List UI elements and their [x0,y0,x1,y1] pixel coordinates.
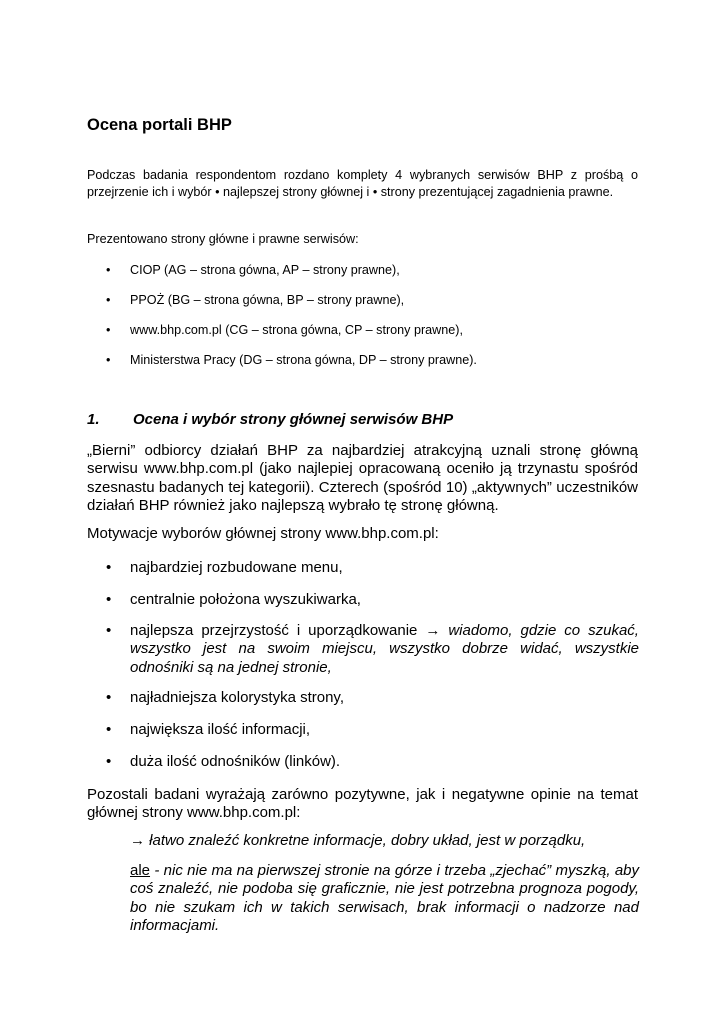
bullet-icon: • [106,323,111,337]
intro-text-2: najlepszej strony głównej i [223,184,370,199]
bullet-icon: • [106,689,112,706]
opinions-label: Pozostali badani wyrażają zarówno pozytywne, jak i negatywne opinie na temat głównej strony www.bhp.com.pl: [87,786,638,822]
motivation-item [130,622,639,677]
presented-label: Prezentowano strony główne i prawne serwisów: [87,232,359,246]
bullet-glyph-1: • [215,184,220,199]
bullet-icon: • [106,622,112,639]
motivation-item: najbardziej rozbudowane menu, [130,559,343,576]
arrow-right-icon: → [130,832,145,849]
section-title: Ocena i wybór strony głównej serwisów BHP [133,411,454,428]
bullet-icon: • [106,721,112,738]
motivation-item: duża ilość odnośników (linków). [130,753,341,770]
bullet-icon: • [106,753,112,770]
service-item: Ministerstwa Pracy (DG – strona gówna, DP – strony prawne). [130,353,477,367]
positive-text: łatwo znaleźć konkretne informacje, dobry układ, jest w porządku, [149,832,586,849]
intro-text-1: Podczas badania respondentom rozdano komplety 4 wybranych serwisów BHP z prośbą o przejrzenie ich i wybór [87,168,638,199]
negative-opinion [130,862,639,935]
section-number: 1. [87,411,100,428]
page-title: Ocena portali BHP [87,116,232,134]
bullet-icon: • [106,293,111,307]
bullet-icon: • [106,263,111,277]
bullet-icon: • [106,559,112,576]
arrow-right-icon: → [425,622,441,639]
positive-opinion [130,832,639,850]
motivations-label: Motywacje wyborów głównej strony www.bhp.com.pl: [87,525,439,542]
section-paragraph: „Bierni” odbiorcy działań BHP za najbardziej atrakcyjną uznali stronę główną serwisu www.bhp.com.pl (jako najlepiej opracowaną oceniło ją trzynastu spośród szesnastu badanych tej kategorii). Czterech (spośród 10) „aktywnych” uczestników działań BHP również jako najlepszą wybrało tę stronę główną. [87,442,638,514]
bullet-icon: • [106,353,111,367]
motivation-italic: wiadomo, gdzie co szukać, wszystko jest na swoim miejscu, wszystko dobrze widać, wszystkie odnośniki są na jednej stronie, [130,622,639,676]
negative-text: - nic nie ma na pierwszej stronie na górze i trzeba „zjechać” myszką, aby coś znaleźć, nie podoba się graficznie, nie jest potrzebna prognoza pogody, bo nie szukam ich w takich serwisach, brak informacji o nadzorze nad informacjami. [130,862,639,934]
bullet-icon: • [106,591,112,608]
negative-ale: ale [130,862,151,879]
service-item: PPOŻ (BG – strona gówna, BP – strony prawne), [130,293,405,307]
intro-paragraph [87,167,638,200]
motivation-item: największa ilość informacji, [130,721,311,738]
motivation-item: najładniejsza kolorystyka strony, [130,689,344,706]
motivation-plain: najlepsza przejrzystość i uporządkowanie [130,622,418,639]
motivation-item: centralnie położona wyszukiwarka, [130,591,361,608]
service-item: www.bhp.com.pl (CG – strona gówna, CP – strony prawne), [130,323,463,337]
bullet-glyph-2: • [372,184,378,199]
service-item: CIOP (AG – strona gówna, AP – strony prawne), [130,263,400,277]
intro-text-3: strony prezentującej zagadnienia prawne. [380,184,614,199]
